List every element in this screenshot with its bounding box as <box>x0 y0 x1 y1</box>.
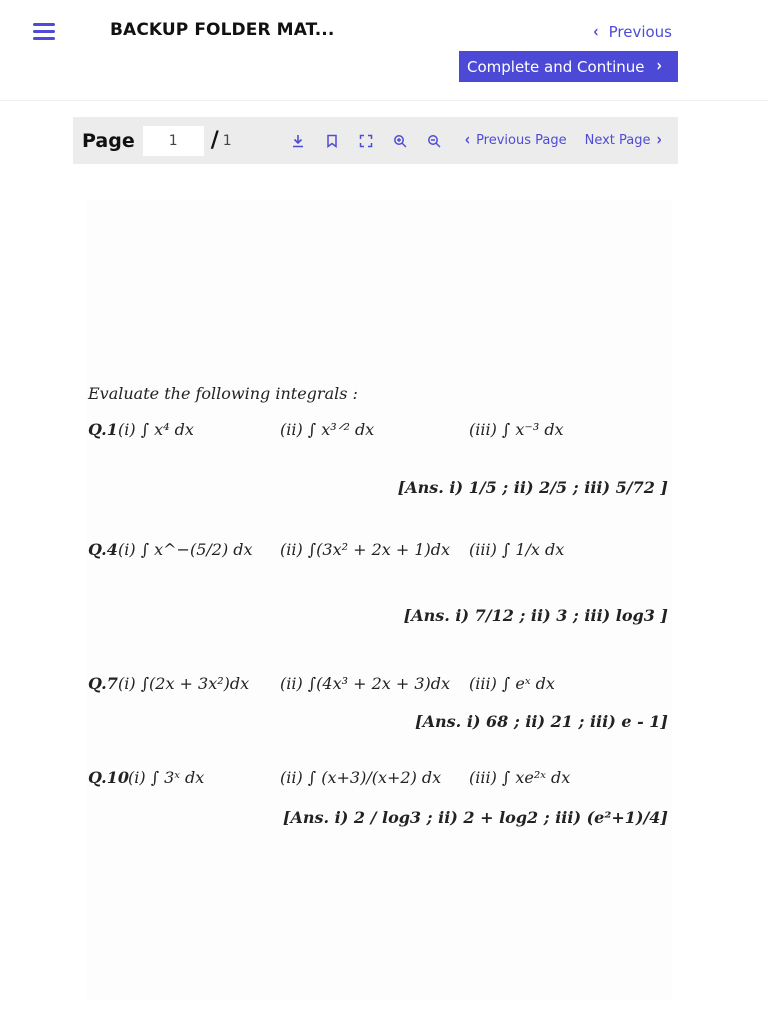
page-navigation <box>464 130 662 151</box>
answer-text: [Ans. i) 68 ; ii) 21 ; iii) e - 1] <box>415 712 668 731</box>
question-row <box>86 662 672 712</box>
question-row <box>86 528 672 578</box>
chevron-left-icon: ‹ <box>464 130 471 151</box>
chevron-right-icon: › <box>656 130 662 151</box>
complete-label: Complete and Continue <box>467 57 645 76</box>
answer-text: [Ans. i) 1/5 ; ii) 2/5 ; iii) 5/72 ] <box>397 478 668 497</box>
answer-text: [Ans. i) 7/12 ; ii) 3 ; iii) log3 ] <box>403 606 668 625</box>
course-title: BACKUP FOLDER MAT... <box>110 20 335 40</box>
total-pages: 1 <box>222 132 232 149</box>
question-part: (i) ∫ 3ˣ dx <box>128 768 205 787</box>
question-part: (i) ∫ x^−(5/2) dx <box>118 540 253 559</box>
question-part: (ii) ∫ x³ᐟ² dx <box>280 420 375 439</box>
question-part: (i) ∫(2x + 3x²)dx <box>118 674 250 693</box>
hamburger-menu-icon[interactable] <box>33 23 55 41</box>
question-part: (i) ∫ x⁴ dx <box>118 420 194 439</box>
pdf-toolbar <box>73 117 678 164</box>
question-part: (iii) ∫ eˣ dx <box>469 674 555 693</box>
question-part: (iii) ∫ x⁻³ dx <box>469 420 564 439</box>
question-part: (ii) ∫(4x³ + 2x + 3)dx <box>280 674 451 693</box>
next-page-button[interactable] <box>584 130 662 151</box>
previous-lesson-link[interactable] <box>593 23 672 41</box>
question-part: (ii) ∫(3x² + 2x + 1)dx <box>280 540 451 559</box>
zoom-out-icon[interactable] <box>425 132 443 150</box>
question-row <box>86 756 672 806</box>
question-part: (iii) ∫ xe²ˣ dx <box>469 768 571 787</box>
previous-page-button[interactable] <box>464 130 567 151</box>
next-page-label: Next Page <box>584 133 651 148</box>
pdf-page <box>86 200 672 1000</box>
question-part: (iii) ∫ 1/x dx <box>469 540 565 559</box>
complete-and-continue-button[interactable] <box>459 51 678 82</box>
bookmark-icon[interactable] <box>323 132 341 150</box>
zoom-in-icon[interactable] <box>391 132 409 150</box>
instructions-text: Evaluate the following integrals : <box>88 384 358 403</box>
fullscreen-icon[interactable] <box>357 132 375 150</box>
top-header <box>0 0 768 101</box>
page-number-input[interactable] <box>143 126 204 156</box>
page-label: Page <box>82 129 135 152</box>
previous-label: Previous <box>608 23 672 41</box>
chevron-right-icon: › <box>656 56 662 77</box>
download-icon[interactable] <box>289 132 307 150</box>
page-separator: / <box>210 128 219 153</box>
toolbar-icon-group <box>289 132 443 150</box>
answer-text: [Ans. i) 2 / log3 ; ii) 2 + log2 ; iii) (e²+1)/4] <box>282 808 668 827</box>
question-row <box>86 408 672 458</box>
previous-page-label: Previous Page <box>476 133 567 148</box>
question-number: Q.1 <box>88 420 118 439</box>
chevron-left-icon: ‹ <box>593 22 599 42</box>
question-number: Q.10 <box>88 768 129 787</box>
question-number: Q.7 <box>88 674 118 693</box>
question-number: Q.4 <box>88 540 118 559</box>
question-part: (ii) ∫ (x+3)/(x+2) dx <box>280 768 442 787</box>
